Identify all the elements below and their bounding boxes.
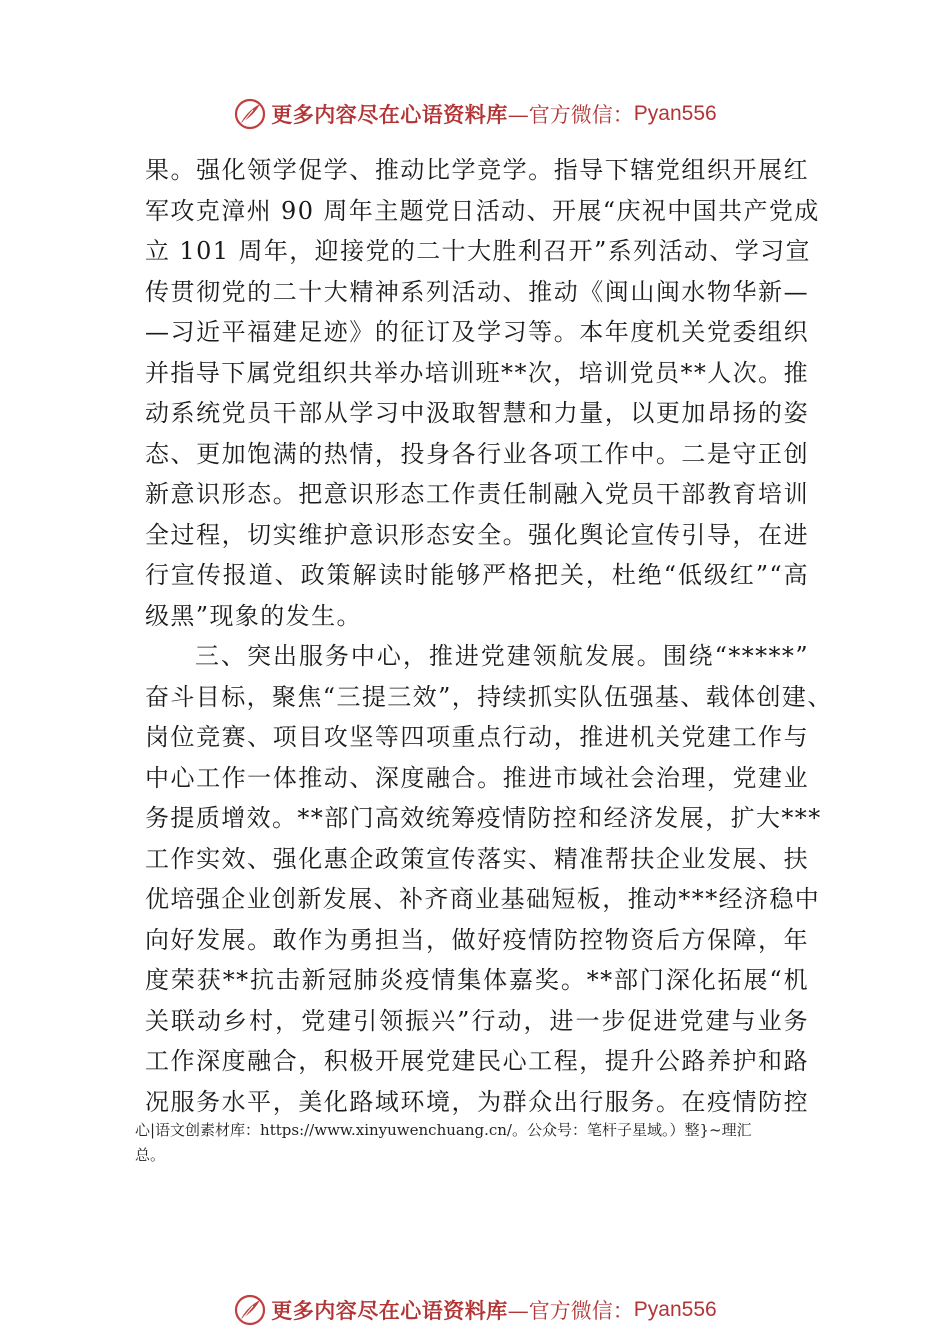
quill-pen-logo-icon — [233, 1293, 267, 1327]
text-line: 全过程，切实维护意识形态安全。强化舆论宣传引导，在进 — [145, 520, 809, 549]
text-line: 果。强化领学促学、推动比学竞学。指导下辖党组织开展红 — [145, 156, 809, 184]
footnote-line: 总。 — [135, 1146, 166, 1164]
text-line: 优培强企业创新发展、补齐商业基础短板，推动***经济稳中 — [145, 885, 821, 913]
text-line: 工作深度融合，积极开展党建民心工程，提升公路养护和路 — [145, 1047, 809, 1075]
footer-banner — [0, 1290, 950, 1330]
banner-sub-text: —官方微信： — [507, 103, 634, 127]
text-line: 传贯彻党的二十大精神系列活动、推动《闽山闽水物华新— — [145, 277, 809, 306]
source-footnote — [135, 1118, 845, 1168]
banner-wechat-id: Pyan556 — [633, 102, 717, 125]
text-line: 行宣传报道、政策解读时能够严格把关，杜绝“低级红”“高 — [145, 561, 809, 589]
text-line: 工作实效、强化惠企政策宣传落实、精准帮扶企业发展、扶 — [145, 844, 809, 873]
footnote-line: 心|语文创素材库：https://www.xinyuwenchuang.cn/。公众号：笔杆子星域。）整}~理汇 — [135, 1121, 752, 1139]
paragraph-2 — [145, 636, 833, 1122]
text-line: 务提质增效。**部门高效统筹疫情防控和经济发展，扩大*** — [145, 804, 822, 832]
text-line: 度荣获**抗击新冠肺炎疫情集体嘉奖。**部门深化拓展“机 — [145, 966, 809, 994]
text-line: 立 101 周年，迎接党的二十大胜利召开”系列活动、学习宣 — [145, 237, 811, 265]
text-line: 中心工作一体推动、深度融合。推进市域社会治理，党建业 — [145, 763, 809, 792]
banner-wechat-id: Pyan556 — [633, 1298, 717, 1321]
document-body — [145, 150, 833, 1122]
text-line: 岗位竞赛、项目攻坚等四项重点行动，推进机关党建工作与 — [145, 723, 809, 751]
banner-main-text: 更多内容尽在心语资料库 — [271, 102, 508, 127]
text-line: 动系统党员干部从学习中汲取智慧和力量，以更加昂扬的姿 — [145, 399, 809, 427]
banner-main-text: 更多内容尽在心语资料库 — [271, 1298, 508, 1323]
text-line: 军攻克漳州 90 周年主题党日活动、开展“庆祝中国共产党成 — [145, 196, 820, 225]
text-line: 态、更加饱满的热情，投身各行业各项工作中。二是守正创 — [145, 439, 809, 468]
text-line: 况服务水平，美化路域环境，为群众出行服务。在疫情防控 — [145, 1087, 809, 1116]
text-line: 新意识形态。把意识形态工作责任制融入党员干部教育培训 — [145, 480, 809, 508]
text-line: 级黑”现象的发生。 — [145, 601, 362, 630]
text-line: 三、突出服务中心，推进党建领航发展。围绕“*****” — [195, 642, 809, 670]
text-line: 奋斗目标，聚焦“三提三效”，持续抓实队伍强基、载体创建、 — [145, 682, 833, 711]
banner-sub-text: —官方微信： — [507, 1299, 634, 1323]
paragraph-1 — [145, 150, 820, 636]
text-line: 并指导下属党组织共举办培训班**次，培训党员**人次。推 — [145, 358, 809, 387]
text-line: 关联动乡村，党建引领振兴”行动，进一步促进党建与业务 — [145, 1006, 809, 1035]
text-line: 向好发展。敢作为勇担当，做好疫情防控物资后方保障，年 — [145, 925, 809, 954]
text-line: —习近平福建足迹》的征订及学习等。本年度机关党委组织 — [145, 318, 809, 346]
quill-pen-logo-icon — [233, 97, 267, 131]
header-banner — [0, 94, 950, 134]
